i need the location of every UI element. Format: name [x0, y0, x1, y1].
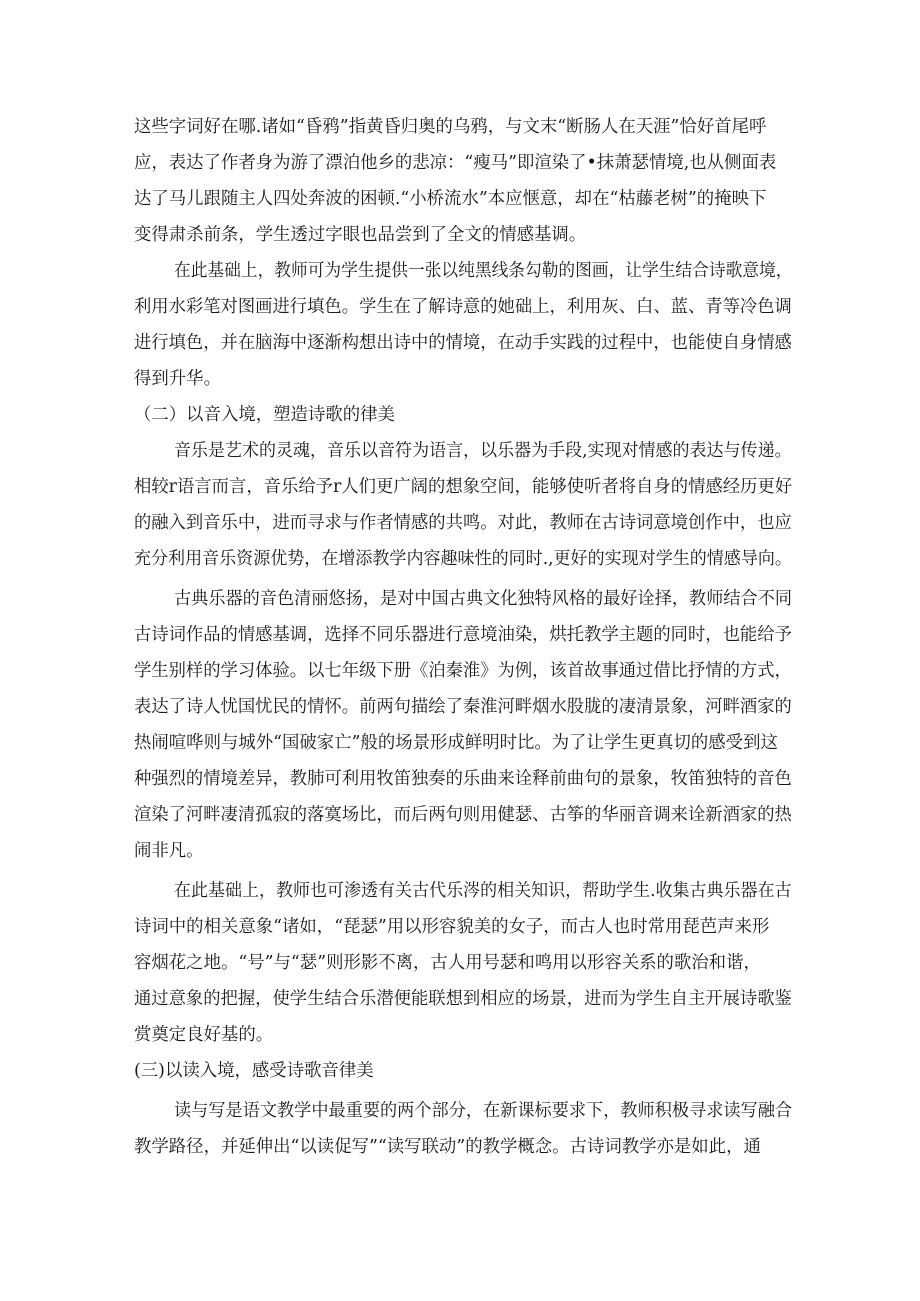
text-line: 古诗词作品的情感基调，选择不同乐器进行意境油染，烘托教学主题的同时，也能给予 — [134, 625, 792, 645]
text-line: 闹非凡。 — [134, 841, 204, 861]
text-line: 渲染了河畔凄清孤寂的落寞场比，而后两句则用健瑟、古筝的华丽音调来诠新酒家的热 — [134, 805, 792, 825]
text-line: 通过意象的把握，使学生结合乐潜便能联想到相应的场景，进而为学生自主开展诗歌鉴 — [134, 989, 792, 1009]
text-line: 表达了诗人忧国忧民的情怀。前两句描绘了秦淮河畔烟水股胧的凄清景象，河畔酒家的 — [134, 697, 792, 717]
text-line: 这些字词好在哪.诸如“昏鸦”指黄昏归奥的乌鸦，与文末“断肠人在天涯”恰好首尾呼 — [134, 117, 767, 137]
text-line: 得到升华。 — [134, 369, 221, 389]
section-heading: （二）以音入境，塑造诗歌的律美 — [134, 405, 395, 425]
section-heading: (三)以读入境，感受诗歌音律美 — [134, 1061, 374, 1081]
text-line: 的融入到音乐中，进而寻求与作者情感的共鸣。对此，教师在古诗词意境创作中，也应 — [134, 513, 792, 533]
text-line: 热闹喧哗则与城外“国破家亡”般的场景形成鲜明时比。为了让学生更真切的感受到这 — [134, 733, 778, 753]
text-line: 在此基础上，教师也可渗透有关古代乐涔的相关知识，帮助学生.收集古典乐器在古 — [174, 881, 792, 901]
text-line: 容烟花之地。“号”与“瑟”则形影不离，古人用号瑟和鸣用以形容关系的歌治和谐， — [134, 953, 761, 973]
text-line: 学生别样的学习体验。以七年级下册《泊秦淮》为例，该首故事通过借比抒情的方式， — [134, 661, 792, 681]
text-line: 应，表达了作者身为游了漂泊他乡的悲凉：“瘦马”即渲染了•抹萧瑟情境,也从侧面表 — [134, 153, 777, 173]
text-line: 达了马儿跟随主人四处奔波的困顿.“小桥流水”本应惬意，却在“枯藤老树”的掩映下 — [134, 189, 767, 209]
text-line: 赏奠定良好基的。 — [134, 1025, 274, 1045]
text-line: 音乐是艺术的灵魂，音乐以音符为语言，以乐器为手段,实现对情感的表达与传递。 — [174, 441, 792, 461]
text-line: 进行填色，并在脑海中逐渐构想出诗中的情境，在动手实践的过程中，也能使自身情感 — [134, 333, 792, 353]
text-line: 种强烈的情境差异，教肺可利用牧笛独奏的乐曲来诠释前曲句的景象，牧笛独特的音色 — [134, 769, 792, 789]
text-line: 古典乐器的音色清丽悠扬，是对中国古典文化独特风格的最好诠择，教师结合不同 — [174, 589, 793, 609]
text-line: 在此基础上，教师可为学生提供一张以纯黑线条勾勒的图画，让学生结合诗歌意境， — [174, 261, 793, 281]
text-line: 相较r语言而言，音乐给予r人们更广阔的想象空间，能够使听者将自身的情感经历更好 — [134, 477, 793, 497]
text-line: 利用水彩笔对图画进行填色。学生在了解诗意的她础上，利用灰、白、蓝、青等冷色调 — [134, 297, 792, 317]
text-line: 诗词中的相关意象“诸如，“琵瑟”用以形容貌美的女子，而古人也时常用琵芭声来形 — [134, 917, 770, 937]
text-line: 读与写是语文教学中最重要的两个部分，在新课标要求下，教师积极寻求读写融合 — [174, 1101, 793, 1121]
text-line: 充分利用音乐资源优势，在增添教学内容趣味性的同时.,更好的实现对学生的情感导向。 — [134, 549, 792, 569]
text-line: 变得肃杀前条，学生透过字眼也品尝到了全文的情感基调。 — [134, 225, 587, 245]
text-line: 教学路径，并延伸出“以读促写”“读写联动”的教学概念。古诗词教学亦是如此，通 — [134, 1137, 761, 1157]
